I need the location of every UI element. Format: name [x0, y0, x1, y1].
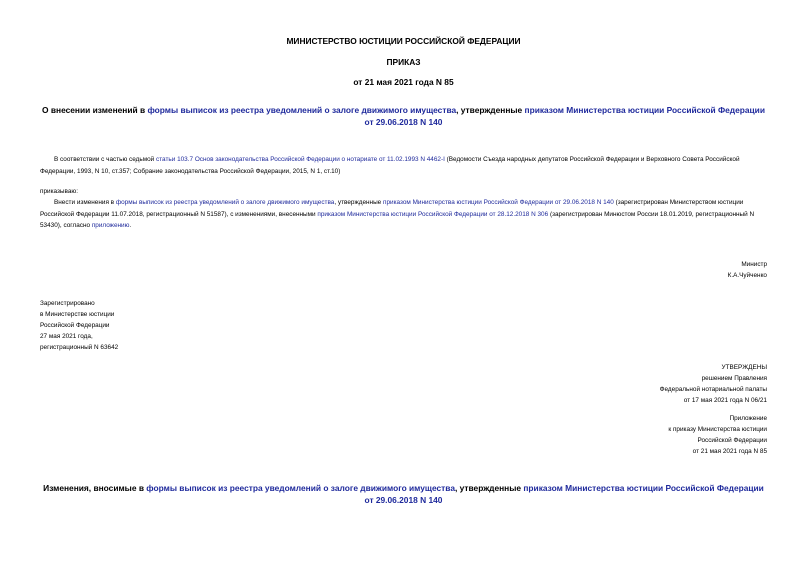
appendix-block: [668, 413, 767, 457]
body-text-4: (зарегистрирован Минюстом России 18.01.2019, регистрационный N 53430), согласно: [40, 210, 755, 229]
order-title-middle: , утвержденные: [456, 105, 525, 115]
changes-title: [40, 482, 767, 506]
preamble-paragraph: [40, 154, 772, 177]
registration-line: Зарегистрировано: [40, 300, 95, 307]
signature-name: К.А.Чуйченко: [727, 272, 767, 279]
body-forms-link[interactable]: формы выписок из реестра уведомлений о залоге движимого имущества: [115, 199, 335, 206]
appendix-link[interactable]: приложению: [91, 222, 130, 229]
signature-role: Министр: [741, 261, 767, 268]
registration-line: регистрационный N 63642: [40, 344, 119, 351]
approved-block: [660, 362, 767, 406]
changes-title-prefix: Изменения, вносимые в: [43, 483, 147, 493]
changes-title-middle: , утвержденные: [454, 483, 524, 493]
registration-line: в Министерстве юстиции: [40, 311, 115, 318]
changes-order-140-link[interactable]: приказом Министерства юстиции Российской Федерации от 29.06.2018 N 140: [364, 483, 764, 505]
ministry-heading: МИНИСТЕРСТВО ЮСТИЦИИ РОССИЙСКОЙ ФЕДЕРАЦИИ: [286, 36, 521, 46]
registration-line: 27 мая 2021 года,: [40, 333, 93, 340]
doc-type-heading: ПРИКАЗ: [386, 57, 421, 67]
body-paragraph: [40, 197, 772, 232]
body-order-306-link[interactable]: приказом Министерства юстиции Российской Федерации от 28.12.2018 N 306: [317, 210, 549, 218]
order-title: [40, 104, 767, 128]
approved-line: Федеральной нотариальной палаты: [659, 386, 767, 393]
approved-line: от 17 мая 2021 года N 06/21: [683, 397, 767, 404]
appendix-line: Российской Федерации: [697, 437, 767, 444]
preamble-text-1: В соответствии с частью седьмой: [54, 156, 156, 163]
body-text-3: (зарегистрирован Министерством юстиции Российской Федерации 11.07.2018, регистрационный N 51587), с изменениями, внесенными: [40, 199, 744, 218]
body-text-2: , утвержденные: [334, 199, 384, 206]
changes-forms-link[interactable]: формы выписок из реестра уведомлений о залоге движимого имущества: [146, 483, 455, 493]
body-order-140-link[interactable]: приказом Министерства юстиции Российской Федерации от 29.06.2018 N 140: [383, 199, 614, 206]
order-title-prefix: О внесении изменений в: [42, 105, 148, 115]
doc-date-number: от 21 мая 2021 года N 85: [353, 77, 454, 87]
forms-link[interactable]: формы выписок из реестра уведомлений о залоге движимого имущества: [147, 105, 457, 115]
signature-block: [728, 259, 767, 281]
body-text-5: .: [129, 222, 132, 229]
appendix-line: к приказу Министерства юстиции: [668, 426, 767, 433]
preamble-text-2: (Ведомости Съезда народных депутатов Российской Федерации и Верховного Совета Российской Федерации, 1993, N 10, ст.357; Собрание законодательства Российской Федерации, 2015, N 1, ст.10): [40, 156, 740, 175]
registration-line: Российской Федерации: [40, 322, 110, 329]
appendix-line: от 21 мая 2021 года N 85: [692, 448, 767, 455]
appendix-line: Приложение: [729, 415, 767, 422]
notary-law-link[interactable]: статьи 103.7 Основ законодательства Российской Федерации о нотариате от 11.02.1993 N 4462-I: [156, 156, 445, 163]
approved-line: УТВЕРЖДЕНЫ: [721, 364, 767, 371]
order-word: приказываю:: [40, 188, 78, 195]
registration-block: [40, 298, 118, 353]
body-text-1: Внести изменения в: [54, 199, 116, 206]
approved-line: решением Правления: [701, 375, 767, 382]
order-140-link[interactable]: приказом Министерства юстиции Российской Федерации от 29.06.2018 N 140: [364, 105, 765, 127]
